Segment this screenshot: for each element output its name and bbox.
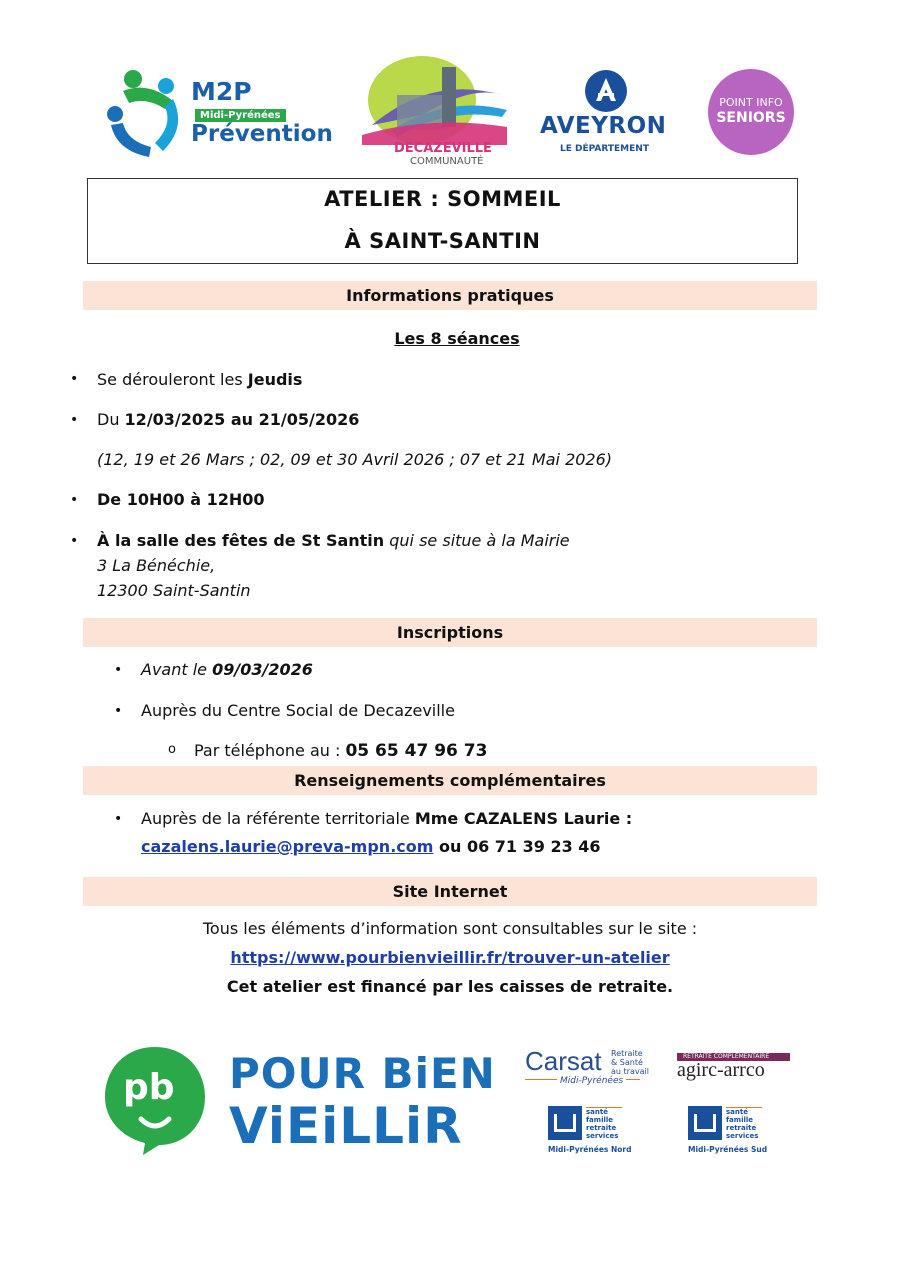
seances-lieu-italic: qui se situe à la Mairie [384, 531, 570, 550]
site-intro: Tous les éléments d’information sont consultables sur le site : [202, 919, 698, 938]
title-line-1: ATELIER : SOMMEIL [324, 187, 561, 211]
contact-line [141, 837, 601, 856]
seances-dates-detail: (12, 19 et 26 Mars ; 02, 09 et 30 Avril 2026 ; 07 et 21 Mai 2026) [97, 450, 613, 469]
msa-nord-lines [586, 1107, 622, 1140]
msa-nord-line-1: santé [586, 1108, 608, 1116]
contact-referente-text: Auprès de la référente territoriale [141, 809, 415, 828]
seances-periode-text: Du [97, 410, 125, 429]
seances-periode [97, 410, 359, 429]
inscription-date-bold: 09/03/2026 [212, 660, 313, 679]
bullet-dot: • [114, 662, 123, 678]
seances-lieu-bold: À la salle des fêtes de St Santin [97, 531, 385, 550]
pbv-line-2: ViEiLLiR [229, 1097, 463, 1155]
bullet-dot: • [70, 371, 79, 387]
title-box [87, 178, 798, 264]
bullet-dot: • [114, 811, 123, 827]
msa-sud-line-4: services [726, 1132, 759, 1140]
decazeville-name: DECAZEVILLE [394, 141, 492, 156]
msa-sud-mark-shape [694, 1114, 716, 1132]
seances-jours-text: Se dérouleront les [97, 370, 248, 389]
aveyron-logo [540, 69, 680, 159]
msa-nord-line-2: famille [586, 1116, 614, 1124]
msa-nord-mark-shape [554, 1114, 576, 1132]
seances-jours-bold: Jeudis [247, 370, 303, 389]
title-line-2: À SAINT-SANTIN [344, 229, 541, 253]
aveyron-emblem-icon [584, 69, 628, 113]
carsat-logo [525, 1046, 650, 1088]
msa-nord-line-4: services [586, 1132, 619, 1140]
m2p-logo [103, 69, 333, 169]
aveyron-sub: LE DÉPARTEMENT [560, 144, 649, 154]
inscription-date [141, 660, 313, 679]
msa-sud-line-3: retraite [726, 1124, 757, 1132]
m2p-sub: Midi-Pyrénées [195, 109, 286, 122]
bullet-dot: • [70, 412, 79, 428]
agirc-name: agirc-arrco [677, 1059, 765, 1081]
carsat-sub: Midi-Pyrénées [557, 1076, 626, 1086]
seniors-line1: POINT INFO [719, 96, 783, 109]
sub-bullet-circle: o [168, 742, 176, 757]
msa-nord-caption: Midi-Pyrénées Nord [548, 1145, 632, 1154]
address-line-2: 12300 Saint-Santin [97, 581, 251, 600]
contact-referente-name: Mme CAZALENS Laurie : [414, 809, 633, 828]
inscription-telephone-number: 05 65 47 96 73 [345, 741, 488, 761]
msa-sud-caption: Midi-Pyrénées Sud [688, 1145, 768, 1154]
carsat-side-2: & Santé [611, 1058, 643, 1067]
bullet-dot: • [70, 533, 79, 549]
financement-note: Cet atelier est financé par les caisses de retraite. [226, 977, 674, 996]
carsat-name: Carsat [525, 1046, 602, 1076]
site-url-link[interactable]: https://www.pourbienvieillir.fr/trouver-un-atelier [230, 948, 670, 967]
msa-sud-lines [726, 1107, 762, 1140]
bullet-dot: • [114, 703, 123, 719]
seances-horaires: De 10H00 à 12H00 [97, 490, 265, 509]
contact-phone: ou 06 71 39 23 46 [433, 837, 601, 856]
section-site-internet: Site Internet [83, 877, 817, 906]
seances-periode-bold: 12/03/2025 au 21/05/2026 [124, 410, 360, 429]
point-info-seniors-logo [708, 69, 794, 155]
inscription-lieu: Auprès du Centre Social de Decazeville [141, 701, 455, 720]
contact-referente [141, 809, 632, 828]
m2p-people-icon [103, 69, 193, 161]
decazeville-sub: COMMUNAUTÉ [410, 156, 484, 167]
seances-heading: Les 8 séances [394, 329, 520, 348]
agirc-arrco-logo [677, 1053, 792, 1083]
pour-bien-vieillir-logo [103, 1045, 503, 1160]
seances-lieu [97, 531, 570, 550]
msa-sud-logo [688, 1106, 768, 1158]
bullet-dot: • [70, 492, 79, 508]
header-logos [0, 55, 900, 175]
seniors-line2: SENIORS [716, 110, 786, 126]
msa-nord-logo [548, 1106, 632, 1158]
inscription-date-text: Avant le [141, 660, 213, 679]
section-info-pratiques: Informations pratiques [83, 281, 817, 310]
inscription-telephone-text: Par téléphone au : [194, 741, 346, 760]
seances-jours [97, 370, 302, 389]
carsat-side-1: Retraite [611, 1049, 643, 1058]
section-inscriptions: Inscriptions [83, 618, 817, 647]
msa-sud-line-1: santé [726, 1108, 748, 1116]
pbv-line-1: POUR BiEN [229, 1049, 496, 1098]
agirc-top-text: RETRAITE COMPLÉMENTAIRE [683, 1053, 770, 1060]
msa-sud-line-2: famille [726, 1116, 754, 1124]
address-line-1: 3 La Bénéchie, [97, 556, 216, 575]
aveyron-name: AVEYRON [540, 113, 667, 139]
section-renseignements: Renseignements complémentaires [83, 766, 817, 795]
decazeville-logo [352, 55, 512, 171]
m2p-main: M2P [191, 77, 252, 106]
pbv-mark: pb [123, 1067, 175, 1108]
m2p-bottom: Prévention [191, 121, 333, 147]
msa-nord-line-3: retraite [586, 1124, 617, 1132]
site-url-wrap [0, 948, 900, 967]
carsat-side-3: au travail [611, 1067, 649, 1076]
decazeville-emblem-icon [352, 55, 512, 145]
inscription-telephone [194, 741, 487, 761]
contact-email-link[interactable]: cazalens.laurie@preva-mpn.com [141, 837, 434, 856]
